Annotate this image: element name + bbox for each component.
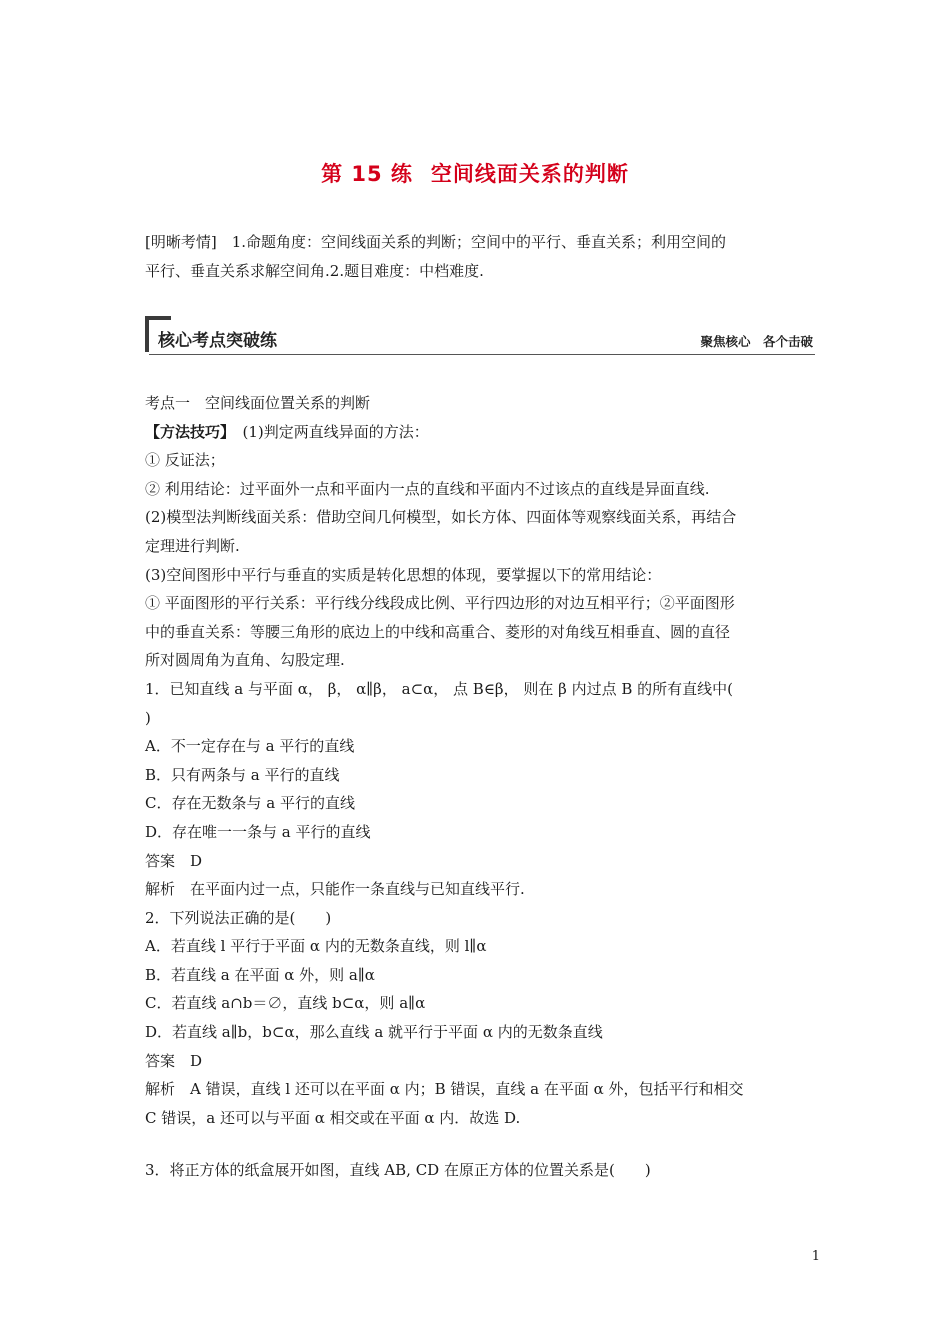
- method-item-4: (3)空间图形中平行与垂直的实质是转化思想的体现，要掌握以下的常用结论：: [145, 565, 662, 584]
- question-1-option-b: B．只有两条与 a 平行的直线: [145, 765, 340, 784]
- explanation-1: 解析 在平面内过一点，只能作一条直线与已知直线平行.: [145, 880, 525, 899]
- method-text: (1)判定两直线异面的方法：: [227, 422, 429, 441]
- question-1-option-c: C．存在无数条与 a 平行的直线: [145, 794, 355, 813]
- question-1: 1．已知直线 a 与平面 α， β， α∥β， a⊂α， 点 B∈β， 则在 β 内过点 B 的所有直线中(: [145, 679, 733, 698]
- question-2-option-c: C．若直线 a∩b＝∅，直线 b⊂α，则 a∥α: [145, 994, 426, 1013]
- title-main: 第 15 练: [321, 162, 413, 186]
- intro-line-1: [明晰考情] 1.命题角度：空间线面关系的判断；空间中的平行、垂直关系；利用空间的: [145, 233, 727, 251]
- question-2: 2．下列说法正确的是( ): [145, 908, 332, 927]
- page-title: [0, 158, 950, 188]
- method-item-3b: 定理进行判断.: [145, 536, 240, 555]
- section-header: [145, 316, 815, 358]
- corner-bracket-icon: [145, 316, 149, 352]
- answer-2: 答案 D: [145, 1051, 203, 1070]
- title-sub: 空间线面关系的判断: [430, 162, 629, 186]
- question-1-cont: ): [145, 708, 151, 727]
- method-item-3a: (2)模型法判断线面关系：借助空间几何模型，如长方体、四面体等观察线面关系，再结合: [145, 508, 737, 527]
- answer-1: 答案 D: [145, 851, 203, 870]
- page-number: 1: [811, 1249, 820, 1264]
- method-label: 【方法技巧】: [145, 422, 228, 441]
- method-line: [145, 418, 815, 447]
- section-heading: 核心考点突破练: [158, 331, 277, 351]
- topic-heading: 考点一 空间线面位置关系的判断: [145, 394, 371, 412]
- method-item-5a: ① 平面图形的平行关系：平行线分线段成比例、平行四边形的对边互相平行；②平面图形: [145, 594, 735, 613]
- explanation-2b: C 错误，a 还可以与平面 α 相交或在平面 α 内．故选 D.: [145, 1108, 521, 1127]
- method-item-1: ① 反证法；: [145, 451, 225, 470]
- method-item-5c: 所对圆周角为直角、勾股定理.: [145, 651, 345, 670]
- question-2-option-a: A．若直线 l 平行于平面 α 内的无数条直线，则 l∥α: [145, 937, 487, 956]
- method-item-5b: 中的垂直关系：等腰三角形的底边上的中线和高重合、菱形的对角线互相垂直、圆的直径: [145, 622, 731, 641]
- question-2-option-d: D．若直线 a∥b，b⊂α，那么直线 a 就平行于平面 α 内的无数条直线: [145, 1023, 603, 1042]
- corner-bracket-top: [145, 316, 171, 320]
- main-content: [145, 389, 815, 1185]
- question-3: 3．将正方体的纸盒展开如图，直线 AB, CD 在原正方体的位置关系是( ): [145, 1161, 651, 1180]
- question-2-option-b: B．若直线 a 在平面 α 外，则 a∥α: [145, 965, 375, 984]
- question-1-option-a: A．不一定存在与 a 平行的直线: [145, 737, 355, 756]
- intro-paragraph: [145, 228, 815, 286]
- spacer: [145, 1132, 815, 1156]
- section-divider: [149, 354, 815, 355]
- question-1-option-d: D．存在唯一一条与 a 平行的直线: [145, 822, 371, 841]
- intro-line-2: 平行、垂直关系求解空间角.2.题目难度：中档难度.: [145, 262, 484, 280]
- explanation-2a: 解析 A 错误，直线 l 还可以在平面 α 内；B 错误，直线 a 在平面 α 外，包括平行和相交: [145, 1080, 744, 1099]
- method-item-2: ② 利用结论：过平面外一点和平面内一点的直线和平面内不过该点的直线是异面直线.: [145, 479, 710, 498]
- section-tagline: 聚焦核心 各个击破: [700, 334, 813, 349]
